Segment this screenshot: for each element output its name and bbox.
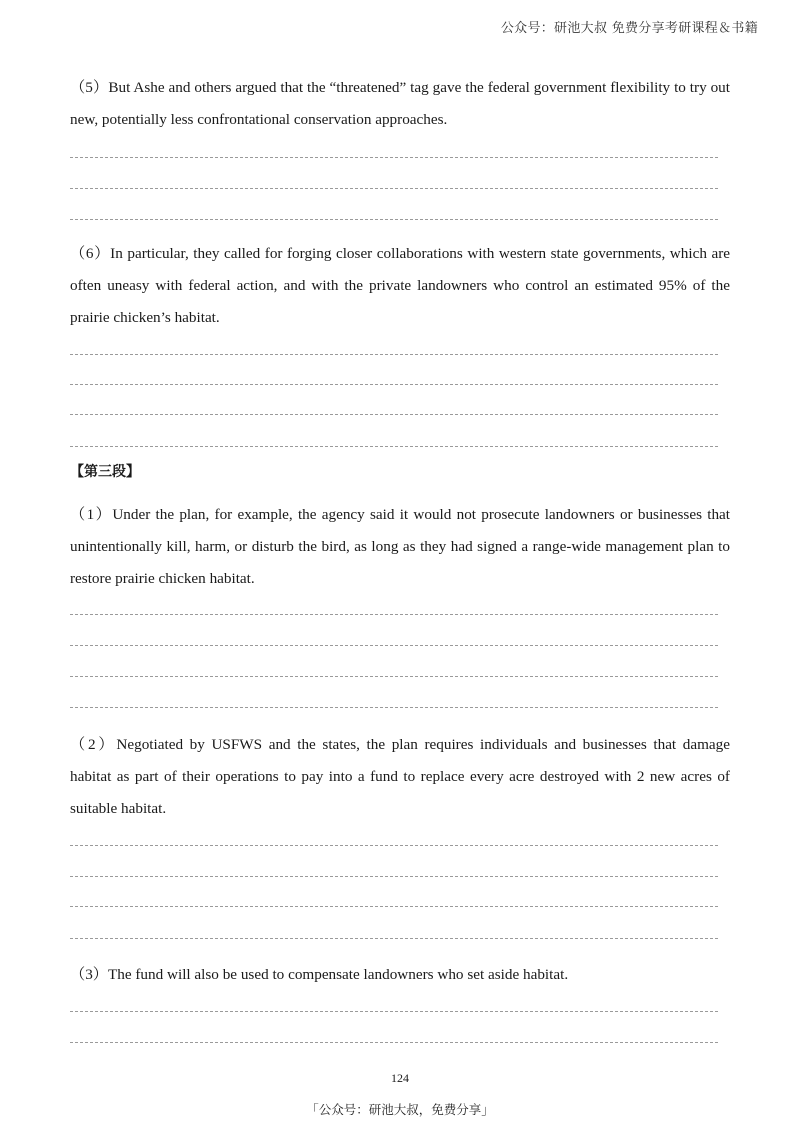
- writing-line: [70, 384, 718, 385]
- writing-line: [70, 676, 718, 677]
- writing-line: [70, 707, 718, 708]
- writing-line: [70, 1042, 718, 1043]
- page-header: 公众号：研池大叔 免费分享考研课程＆书籍: [500, 21, 758, 36]
- writing-line: [70, 876, 718, 877]
- writing-line: [70, 219, 718, 220]
- writing-line: [70, 845, 718, 846]
- writing-line: [70, 906, 718, 907]
- writing-line: [70, 157, 718, 158]
- paragraph-3: （3）The fund will also be used to compensate landowners who set aside habitat.: [70, 966, 569, 983]
- paragraph-2: （2）Negotiated by USFWS and the states, the plan requires individuals and businesses that damage habitat as part of their operations to pay into a fund to replace every acre destroyed with 2 new acres of suitable habitat.: [70, 736, 730, 817]
- writing-line: [70, 938, 718, 939]
- writing-line: [70, 414, 718, 415]
- paragraph-1: （1）Under the plan, for example, the agency said it would not prosecute landowners or businesses that unintentionally kill, harm, or disturb the bird, as long as they had signed a range-wide management plan to restore prairie chicken habitat.: [70, 506, 730, 587]
- paragraph-5: （5）But Ashe and others argued that the “threatened” tag gave the federal government flexibility to try out new, potentially less confrontational conservation approaches.: [70, 79, 730, 128]
- writing-line: [70, 614, 718, 615]
- writing-line: [70, 354, 718, 355]
- writing-line: [70, 188, 718, 189]
- writing-line: [70, 645, 718, 646]
- writing-line: [70, 1011, 718, 1012]
- paragraph-6: （6）In particular, they called for forging closer collaborations with western state governments, which are often uneasy with federal action, and with the private landowners who control an estimated 95% of the prairie chicken’s habitat.: [70, 245, 730, 326]
- page-number: 124: [391, 1071, 409, 1085]
- page-footer: 「公众号：研池大叔，免费分享」: [306, 1102, 494, 1117]
- section-heading: 【第三段】: [70, 464, 140, 480]
- writing-line: [70, 446, 718, 447]
